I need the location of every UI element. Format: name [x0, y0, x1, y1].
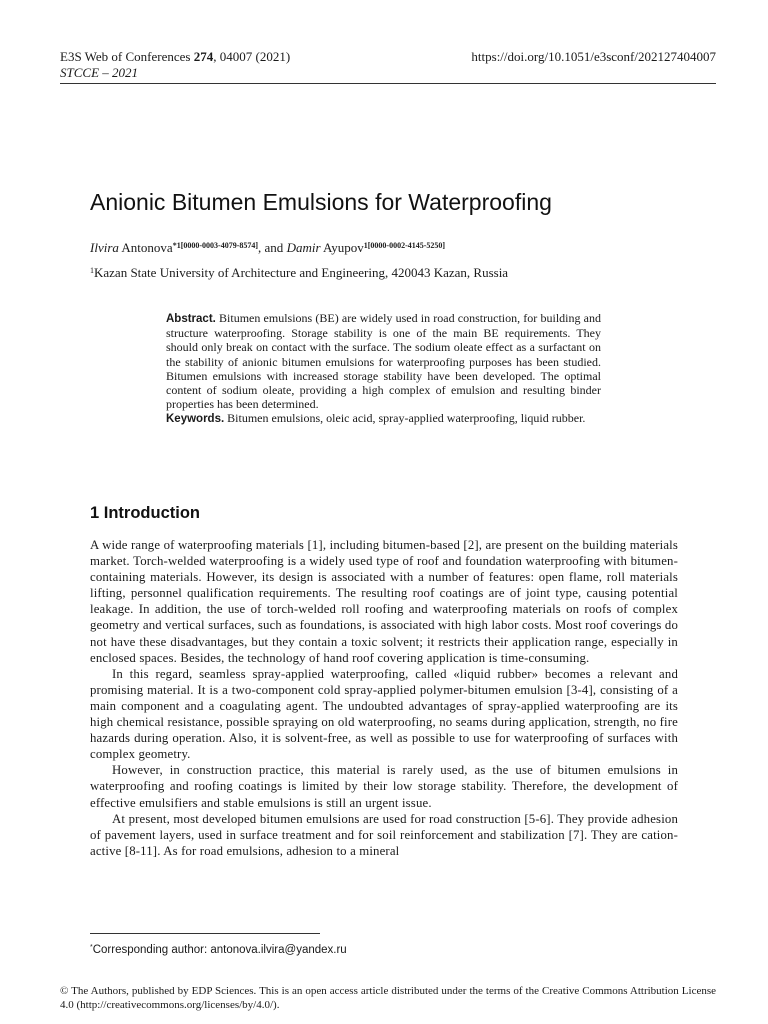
- keywords-paragraph: [166, 411, 601, 426]
- author2-orcid: 1[0000-0002-4145-5250]: [363, 241, 446, 250]
- abstract-text: Bitumen emulsions (BE) are widely used in road construction, for building and structure waterproofing. Storage stability is one of the main BE requirements. They should only break on contact with the surface. The sodium oleate effect as a surfactant on the stability of anionic bitumen emulsions for waterproofing purposes has been studied. Bitumen emulsions with increased storage stability have been developed. The optimal content of sodium oleate, providing a high complex of emulsion and resulting binder properties has been determined.: [166, 311, 601, 412]
- body-paragraph: In this regard, seamless spray-applied waterproofing, called «liquid rubber» becomes a relevant and promising material. It is a two-component cold spray-applied polymer-bitumen emulsion [3-4], consisting of a main component and a coagulating agent. The undoubted advantages of spray-applied waterproofing are its high chemical resistance, possible spraying on old waterproofing, no seams during application, strength, no fire hazards during operation. Also, it is solvent-free, as well as possible to use for waterproofing of surfaces with complex geometry.: [90, 666, 678, 762]
- author1-given-name: Ilvira: [90, 240, 119, 255]
- abstract-block: [166, 311, 601, 427]
- keywords-text: Bitumen emulsions, oleic acid, spray-applied waterproofing, liquid rubber.: [224, 411, 586, 426]
- introduction-body: [90, 537, 678, 859]
- author-line: Ilvira Antonova$^{*1[0000-0003-4079-8574]}$, and Damir Ayupov$^{1[0000-0002-4145-5250]}$: [90, 240, 446, 255]
- author1-orcid: *1[0000-0003-4079-8574]: [172, 241, 259, 250]
- conference-series: STCCE – 2021: [60, 65, 139, 80]
- abstract-label: Abstract.: [166, 313, 216, 325]
- license-notice: © The Authors, published by EDP Sciences. This is an open access article distributed under the terms of the Creative Commons Attribution License 4.0 (http://creativecommons.org/licenses/by/4.0/).: [60, 985, 716, 1011]
- volume-number: 274: [193, 49, 214, 64]
- keywords-label: Keywords.: [166, 413, 225, 426]
- footnote-rule: [90, 933, 320, 934]
- section-heading-introduction: 1 Introduction: [90, 504, 200, 522]
- doi-link[interactable]: https://doi.org/10.1051/e3sconf/202127404007: [471, 49, 716, 64]
- journal-citation: E3S Web of Conferences 274, 04007 (2021): [60, 49, 291, 64]
- paper-title: Anionic Bitumen Emulsions for Waterproofing: [90, 189, 552, 215]
- abstract-paragraph: [166, 311, 601, 411]
- header-rule: [60, 83, 716, 84]
- running-header-left: [60, 49, 290, 81]
- affiliation: $^1$Kazan State University of Architecture and Engineering, 420043 Kazan, Russia: [90, 265, 509, 280]
- body-paragraph: However, in construction practice, this material is rarely used, as the use of bitumen emulsions in waterproofing and roofing coatings is limited by their low storage stability. Therefore, the development of effective emulsifiers and stable emulsions is still an urgent issue.: [90, 763, 678, 810]
- body-paragraph: A wide range of waterproofing materials [1], including bitumen-based [2], are present on the building materials market. Torch-welded waterproofing is a widely used type of roof and foundation waterproofing with bitumen-containing materials. However, its design is associated with a number of features: open flame, roll materials lifting, personnel qualification requirements. The resulting roof coatings are of joint type, causing potential leakage. In addition, the use of torch-welded roll roofing and waterproofing materials on roofs of complex geometry and vertical surfaces, such as foundations, is associated with high labor costs. Most roof coverings do not have these disadvantages, but they contain a toxic solvent; it restricts their application range, especially in enclosed spaces. Besides, the technology of hand roof covering application is time-consuming.: [90, 538, 678, 665]
- body-paragraph: At present, most developed bitumen emulsions are used for road construction [5-6]. They provide adhesion of pavement layers, used in surface treatment and for soil reinforcement and stabilization [7]. They are cation-active [8-11]. As for road emulsions, adhesion to a mineral: [90, 811, 678, 858]
- corresponding-author-footnote: *Corresponding author: antonova.ilvira@yandex.ru: [90, 944, 347, 956]
- author2-given-name: Damir: [286, 240, 321, 255]
- author1-family-name: Antonova: [118, 240, 173, 255]
- author2-family-name: Ayupov: [320, 240, 364, 255]
